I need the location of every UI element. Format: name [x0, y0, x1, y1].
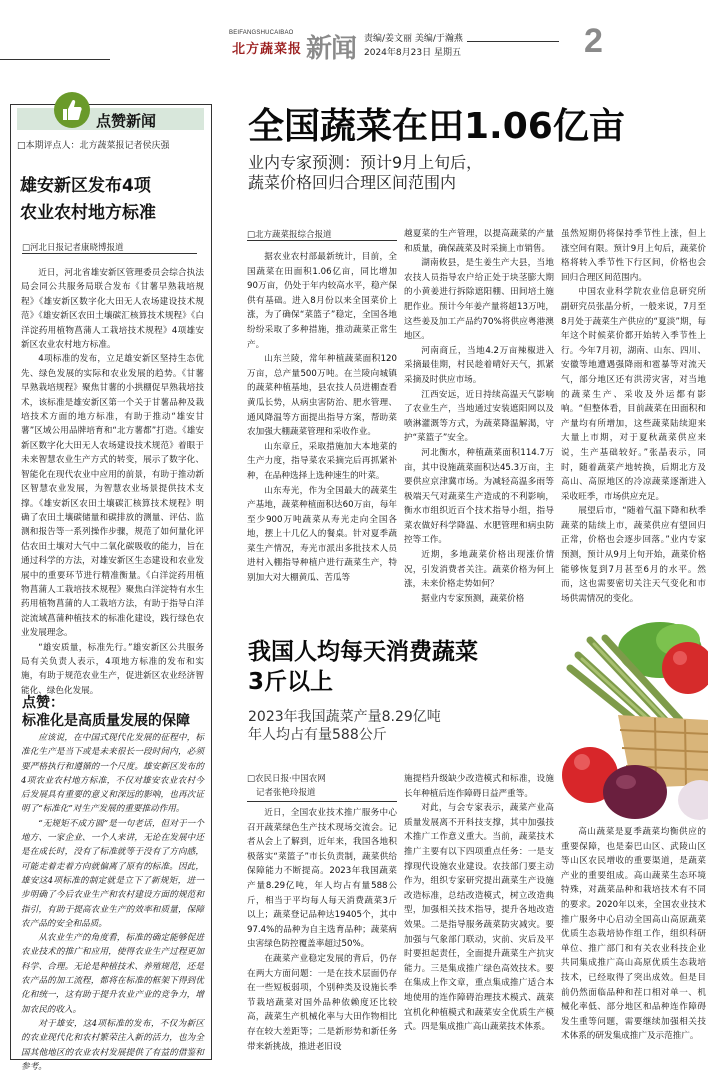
second-article-column-3 — [561, 825, 706, 1044]
paragraph: 对此，与会专家表示，蔬菜产业高质量发展离不开科技支撑，其中加强技术推广工作意义重大。当前，蔬菜技术推广主要有以下四项重点任务：一是支撑现代设施农业建设。农技部门要主动作为，组织专家研究提出蔬菜生产设施改造标准，总结改造模式，树立改造典型，加强相关技术指导，提升各地改造效果。二是指导服务蔬菜防灾减灾。要加强与气象部门联动，灾前、灾后及平时要担起责任，全面提升蔬菜生产抗灾能力。三是集成推广绿色高效技术。要在集成上作文章，重点集成推广适合本地使用的连作障碍治理技术模式、蔬菜宜机化种植模式和蔬菜安全优质生产模式。四是集成推广高山蔬菜技术体系。 — [404, 803, 554, 1033]
paragraph: “无规矩不成方圆”是一句老话，但对于一个地方、一家企业、一个人来讲，无论在发展中还是在成长时，没有了标准就等于没有了方向感，可能走着走着方向就偏离了原有的标准。因此，雄安这4项标准的制定就是立下了新规矩，进一步明确了今后农业生产和农村建设方面的规范和指引，有助于提高农业生产的效率和质量，保障农产品的安全和品质。 — [21, 818, 204, 929]
main-article-column-2 — [404, 227, 554, 606]
paragraph: 应该说，在中国式现代化发展的征程中，标准化生产是当下或是未来很长一段时间内，必须要严格执行和遵循的一个尺度。雄安新区发布的4项农业农村地方标准，不仅对雄安农业农村今后发展具有重要的意义和深远的影响，也再次证明了“标准化”对生产发展的重要推动作用。 — [21, 733, 204, 815]
thumbs-up-icon — [54, 92, 90, 128]
main-headline: 全国蔬菜在田1.06亿亩 — [248, 106, 625, 147]
paragraph: 4项标准的发布，立足雄安新区坚持生态优先、绿色发展的实际和农业发展的趋势。《甘薯早熟栽培规程》聚焦甘薯的小拱棚促早熟栽培技术，该标准是雄安新区第一个关于甘薯品种及栽培技术方面的地方标准，有助于推动“雄安甘薯”区域公用品牌培育和“北方薯都”打造。《雄安新区数字化大田无人农场建设技术规范》着眼于未来智慧农业生产方式的转变，展示了数字化、智能化在现代农业中应用的前景，有助于推动新区智慧农业发展，为智慧农业场景提供技术支撑。《雄安新区农田土壤碳汇核算技术规程》明确了农田土壤碳储量和碳排放的测量、评估、监测和报告等一系列操作步骤，规范了如何量化评估农田土壤对大气中二氧化碳吸收的能力，旨在通过科学的方法，对雄安新区生态建设和农业发展中的重要环节进行精准衡量。《白洋淀药用植物菖蒲人工栽培技术规程》聚焦白洋淀特有水生药用植物菖蒲的人工栽培方法，有助于指导白洋淀流域菖蒲种植技术的标准化建设，践行绿色农业发展理念。 — [21, 354, 204, 639]
paragraph: 从农业生产的角度看，标准的确定能够促进农业技术的推广和应用，使得农业生产过程更加科学、合理。无论是种植技术、养殖规范，还是农产品的加工流程，都将在标准的框架下得到优化和统一，这有助于提升农业产业的竞争力，增加农民的收入。 — [21, 933, 204, 1015]
vegetable-basket-photo — [560, 610, 708, 820]
paper-pinyin: BEIFANGSHUCAIBAO — [229, 30, 294, 36]
deck-line: 业内专家预测：预计9月上旬后， — [248, 153, 483, 172]
main-article-column-1 — [247, 250, 397, 586]
paragraph: 中国农业科学院农业信息研究所副研究员张晶分析，一般来说，7月至8月处于蔬菜生产供应的“夏淡”期，每年这个时候菜价都开始转入季节性上行。今年7月初，湖南、山东、四川、安徽等地遭遇强降雨和雹暴等对流天气，部分地区还有洪涝灾害，对当地的蔬菜生产、采收及外运都有影响。“但整体看，目前蔬菜在田面积和产量均有所增加，这些蔬菜陆续迎来大量上市期，对于夏秋蔬菜供应来说，生产基础较好。”张晶表示，同时，随着蔬菜产地转换，后期北方及高山、高原地区的冷凉蔬菜逐渐进入采收旺季，市场供应充足。 — [561, 287, 706, 502]
paragraph: 虽然短期仍将保持季节性上涨，但上涨空间有限。预计9月上旬后，蔬菜价格将转入季节性下行区间，价格也会回归合理区间范围内。 — [561, 229, 706, 283]
second-deck — [248, 708, 441, 744]
second-headline — [248, 637, 563, 697]
left-article-byline: □河北日报记者康晓博报道 — [22, 243, 124, 253]
paragraph: 山东兰陵，常年种植蔬菜面积120万亩，总产量500万吨。在兰陵向城镇的蔬菜种植基地，县农技人员进棚查看黄瓜长势，从病虫害防治、肥水管理、通风降温等方面提出指导方案，帮助菜农加强大棚蔬菜管理和采收作业。 — [247, 354, 397, 438]
headline-line: 3斤以上 — [248, 669, 334, 695]
left-article-body — [21, 266, 204, 698]
comment-body — [21, 731, 204, 1074]
deck-line: 年人均占有量588公斤 — [248, 727, 387, 743]
second-article-column-1 — [247, 806, 397, 1054]
paragraph: 江西安远，近日持续高温天气影响了农业生产，当地通过安装遮阳网以及喷淋灌溉等方式，为蔬菜降温解渴，守护“菜篮子”安全。 — [404, 389, 554, 444]
headline-line: 雄安新区发布4项 — [20, 176, 151, 196]
left-article-headline — [20, 173, 210, 227]
masthead-underline — [0, 59, 110, 60]
page-number: 2 — [584, 22, 603, 60]
deck-line: 蔬菜价格回归合理区间范围内 — [248, 173, 457, 192]
deck-line: 2023年我国蔬菜产量8.29亿吨 — [248, 709, 441, 725]
paragraph: 河北衡水，种植蔬菜面积114.7万亩，其中设施蔬菜面积达45.3万亩，主要供应京津冀市场。为减轻高温多雨等极端天气对蔬菜生产造成的不利影响，衡水市组织近百个技术指导小组，指导菜农做好科学降温、水肥管理和病虫防控等工作。 — [404, 447, 554, 546]
headline-line: 我国人均每天消费蔬菜 — [248, 639, 478, 665]
paragraph: 近日，河北省雄安新区管理委员会综合执法局会同公共服务局联合发布《甘薯早熟栽培规程》《雄安新区数字化大田无人农场建设技术规范》《雄安新区农田土壤碳汇核算技术规程》《白洋淀药用植物菖蒲人工栽培技术规程》4项雄安新区农业农村地方标准。 — [21, 268, 204, 351]
issue-date: 2024年8月23日 星期五 — [364, 48, 461, 58]
reviewer-credit: □本期评点人：北方蔬菜报记者侯庆强 — [17, 141, 170, 151]
paragraph: 近日，全国农业技术推广服务中心召开蔬菜绿色生产技术现场交流会。记者从会上了解到，近年来，我国各地积极落实“菜篮子”市长负责制，蔬菜供给保障能力不断提高。2023年我国蔬菜产量8.29亿吨，年人均占有量588公斤，相当于平均每人每天消费蔬菜3斤以上；蔬菜登记品种达19405个，其中97.4%的品种为自主选育品种；蔬菜病虫害绿色防控覆盖率超过50%。 — [247, 808, 397, 950]
paragraph: 山东章丘，采取措施加大本地菜的生产力度，指导菜农采摘完后再抓紧补种，在品种选择上选种速生的叶菜。 — [247, 441, 397, 481]
paragraph: 湖南攸县，是生姜生产大县，当地农技人员指导农户给正处于块茎膨大期的小黄姜进行拆除遮阳棚、田间培土施肥作业。预计今年姜产量将超13万吨，这些姜及加工产品约70%将供应粤港澳地区。 — [404, 258, 554, 342]
main-article-column-3 — [561, 227, 706, 606]
paragraph: 河南商丘，当地4.2万亩辣椒进入采摘最佳期，村民趁着晴好天气，抓紧采摘及时供应市场。 — [404, 345, 554, 385]
paragraph: 越夏菜的生产管理，以提高蔬菜的产量和质量，确保蔬菜及时采摘上市销售。 — [404, 229, 554, 254]
paragraph: 对于雄安，这4项标准的发布，不仅为新区的农业现代化和农村繁荣注入新的活力，也为全国其他地区的农业农村发展提供了有益的借鉴和参考。 — [21, 1018, 204, 1072]
headline-line: 农业农村地方标准 — [20, 203, 156, 223]
comment-title-line: 标准化是高质量发展的保障 — [22, 713, 190, 729]
comment-title — [22, 694, 212, 730]
second-byline-source: □农民日报·中国农网 — [247, 774, 326, 784]
paragraph: 施提档升级缺少改造模式和标准，设施长年种植后连作障碍日益严重等。 — [404, 774, 554, 799]
paragraph: 在蔬菜产业稳定发展的背后，仍存在两大方面问题：一是在技术层面仍存在一些短板弱项，个别种类及设施长季节栽培蔬菜对国外品种依赖度还比较高，蔬菜生产机械化率与大田作物相比存在较大差距等；二是新形势和新任务带来新挑战，推进老旧设 — [247, 953, 397, 1052]
byline-rule — [22, 253, 197, 254]
paragraph: 高山蔬菜是夏季蔬菜均衡供应的重要保障，也是秦巴山区、武陵山区等山区农民增收的重要渠道，是蔬菜产业的重要组成。高山蔬菜生态环境特殊，对蔬菜品种和栽培技术有不同的要求。2020年以来，全国农业技术推广服务中心启动全国高山高原蔬菜优质生态栽培协作组工作，组织科研单位、推广部门和有关农业科技企业共同集成推广高山高原优质生态栽培技术，已经取得了突出成效。但是目前仍然面临品种和茬口相对单一、机械化率低、部分地区和品种连作障碍发生重等问题，需要继续加强相关技术体系的研发集成推广及示范推广。 — [561, 827, 706, 1042]
second-article-column-2 — [404, 772, 554, 1035]
paper-logo: 北方蔬菜报 — [232, 42, 303, 57]
paragraph: 近期，多地蔬菜价格出现涨价情况，引发消费者关注。蔬菜价格为何上涨，未来价格走势如何？ — [404, 550, 554, 590]
section-title: 新闻 — [306, 34, 357, 64]
byline-rule — [247, 801, 397, 802]
second-byline-reporter: 记者张艳玲报道 — [256, 788, 316, 798]
editors-credit: 责编/姜文丽 美编/于瀚燕 — [364, 34, 463, 44]
comment-title-line: 点赞： — [22, 695, 64, 711]
paragraph: 展望后市，“随着气温下降和秋季蔬菜的陆续上市，蔬菜供应有望回归正常，价格也会逐步回落。”业内专家预测，预计从9月上旬开始，蔬菜价格能够恢复到7月甚至6月的水平。然而，这也需要密切关注天气变化和市场供需情况的变化。 — [561, 506, 706, 604]
masthead-rule — [467, 41, 559, 42]
paragraph: 据业内专家预测，蔬菜价格 — [421, 593, 525, 604]
paragraph: 据农业农村部最新统计，目前，全国蔬菜在田面积1.06亿亩，同比增加90万亩，仍处于年内较高水平，稳产保供有基础。进入8月份以来全国菜价上涨，为了确保“菜篮子”稳定，全国各地纷纷采取了多种措施，推动蔬菜正常生产。 — [247, 252, 397, 350]
praise-column-title: 点赞新闻 — [96, 112, 157, 130]
byline-rule — [247, 240, 397, 241]
paragraph: 山东寿光，作为全国最大的蔬菜生产基地，蔬菜种植面积达60万亩，每年至少900万吨蔬菜从寿光走向全国各地，摆上十几亿人的餐桌。针对夏季蔬菜生产情况，寿光市派出多批技术人员进村入棚指导种植户进行蔬菜生产，特别加大对大棚黄瓜、苦瓜等 — [247, 485, 397, 584]
main-deck — [248, 153, 482, 193]
main-byline: □北方蔬菜报综合报道 — [247, 230, 332, 240]
paragraph: “雄安质量，标准先行。”雄安新区公共服务局有关负责人表示，4项地方标准的发布和实施，有助于规范农业生产，促进新区农业经济智能化、绿色化发展。 — [21, 642, 204, 696]
